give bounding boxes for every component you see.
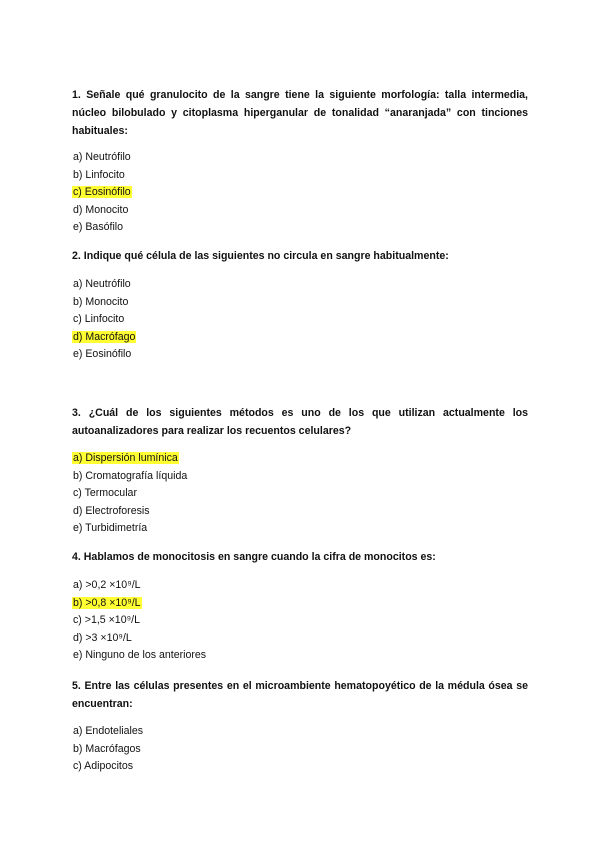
answer-option: d) >3 ×10⁹/L [73,631,132,644]
answer-option: a) Neutrófilo [73,278,131,290]
answer-option: c) Adipocitos [73,760,134,772]
answer-option: e) Basófilo [73,221,124,233]
question-2 [72,247,528,364]
question-text: 2. Indique qué célula de las siguientes no circula en sangre habitualmente: [72,250,449,262]
answer-list [72,577,528,665]
answer-option: b) Linfocito [73,168,125,181]
question-3 [72,404,528,538]
answer-option: b) Monocito [73,295,129,308]
answer-list [72,723,528,776]
answer-option: c) Linfocito [73,313,125,325]
question-text: 3. ¿Cuál de los siguientes métodos es uno de los que utilizan actualmente los autoanalizadores para realizar los recuentos celulares? [72,407,528,437]
question-text: 4. Hablamos de monocitosis en sangre cuando la cifra de monocitos es: [72,551,436,563]
answer-option-highlighted: c) Eosinófilo [73,186,131,198]
answer-option: c) Termocular [73,487,137,499]
answer-option-highlighted: d) Macrófago [73,330,136,343]
answer-option-highlighted: b) >0,8 ×10⁹/L [73,596,141,609]
answer-option: a) Neutrófilo [73,151,131,163]
answer-option: c) >1,5 ×10⁹/L [73,614,140,626]
answer-option: e) Turbidimetría [73,522,148,534]
answer-option-highlighted: a) Dispersión lumínica [73,452,178,464]
question-5 [72,677,528,776]
question-1 [72,86,528,237]
answer-option: d) Electroforesis [73,504,150,517]
answer-option: d) Monocito [73,203,129,216]
answer-list [72,276,528,364]
question-4 [72,548,528,665]
answer-list [72,149,528,237]
answer-option: a) Endoteliales [73,725,144,737]
answer-option: b) Macrófagos [73,742,141,755]
answer-option: e) Ninguno de los anteriores [73,649,207,661]
question-text: 1. Señale qué granulocito de la sangre tiene la siguiente morfología: talla intermedia, núcleo bilobulado y citoplasma hiperganular de tonalidad “anaranjada” con tinciones habituales: [72,89,528,137]
answer-option: a) >0,2 ×10⁹/L [73,579,141,591]
answer-list [72,450,528,538]
question-text: 5. Entre las células presentes en el microambiente hematopoyético de la médula ósea se encuentran: [72,680,528,710]
answer-option: e) Eosinófilo [73,348,132,360]
answer-option: b) Cromatografía líquida [73,469,188,482]
